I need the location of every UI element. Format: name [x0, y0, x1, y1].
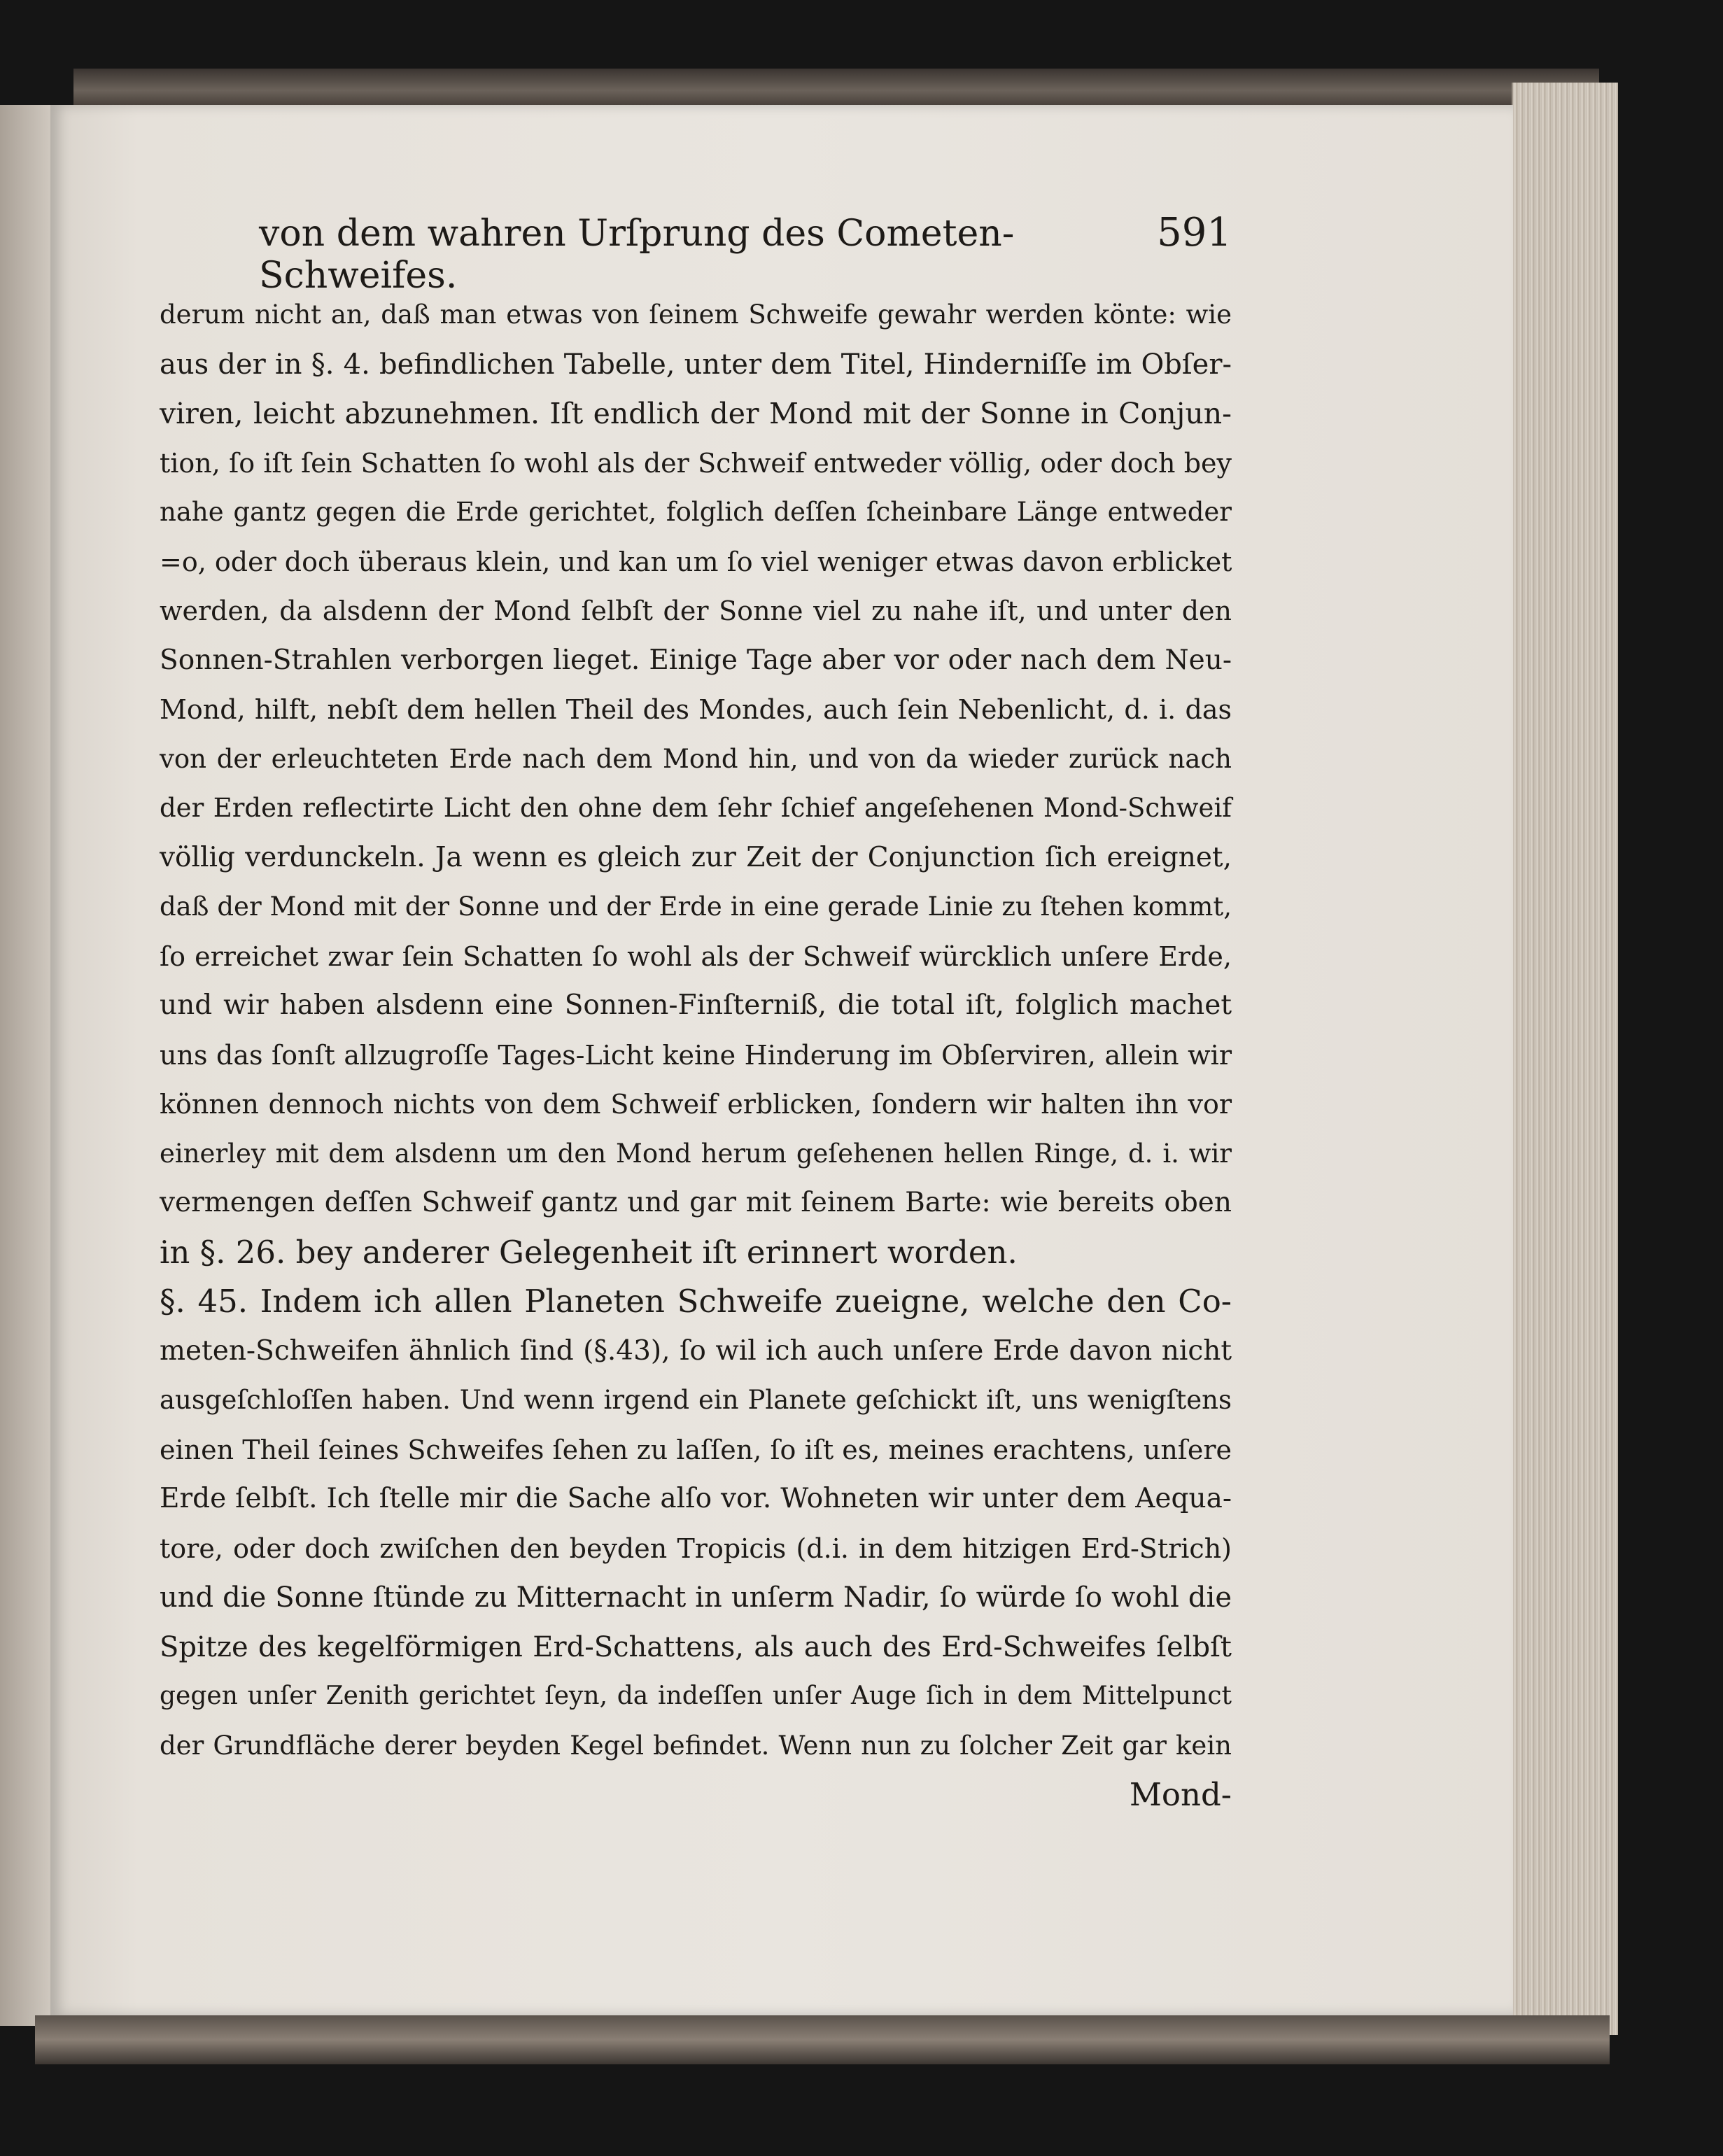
text-line: meten-Schweifen ähnlich ſind (§.43), ſo wil ich auch unſere Erde davon nicht	[160, 1334, 1232, 1367]
text-line: uns das ſonſt allzugroſſe Tages-Licht keine Hinderung im Obſerviren, allein wir	[160, 1039, 1232, 1071]
running-title: von dem wahren Urſprung des Cometen-Schweifes.	[259, 213, 1015, 297]
text-line: gegen unſer Zenith gerichtet ſeyn, da indeſſen unſer Auge ſich in dem Mittelpunct	[160, 1682, 1232, 1710]
text-line: daß der Mond mit der Sonne und der Erde in eine gerade Linie zu ſtehen kommt,	[160, 892, 1232, 922]
book-cover-top-edge	[73, 69, 1599, 105]
text-line: viren, leicht abzunehmen. Iſt endlich der Mond mit der Sonne in Conjun-	[160, 397, 1232, 430]
text-line: tore, oder doch zwiſchen den beyden Tropicis (d.i. in dem hitzigen Erd-Strich)	[160, 1533, 1232, 1564]
text-line: Erde ſelbſt. Ich ſtelle mir die Sache alſo vor. Wohneten wir unter dem Aequa-	[160, 1483, 1232, 1514]
text-line: von der erleuchteten Erde nach dem Mond hin, und von da wieder zurück nach	[160, 743, 1232, 774]
text-line: Sonnen-Strahlen verborgen lieget. Einige Tage aber vor oder nach dem Neu-	[160, 644, 1232, 676]
text-line: einerley mit dem alsdenn um den Mond herum geſehenen hellen Ringe, d. i. wir	[160, 1138, 1232, 1169]
paragraph-end-line: in §. 26. bey anderer Gelegenheit iſt erinnert worden.	[160, 1233, 1018, 1271]
text-line: aus der in §. 4. befindlichen Tabelle, unter dem Titel, Hinderniſſe im Obſer-	[160, 348, 1232, 381]
text-line: derum nicht an, daß man etwas von ſeinem Schweife gewahr werden könte: wie	[160, 300, 1232, 330]
text-line: =o, oder doch überaus klein, und kan um ſo viel weniger etwas davon erblicket	[160, 546, 1232, 577]
text-line: ausgeſchloſſen haben. Und wenn irgend ein Planete geſchickt iſt, uns wenigſtens	[160, 1385, 1232, 1415]
page-number: 591	[1157, 210, 1232, 255]
text-line: tion, ſo iſt ſein Schatten ſo wohl als der Schweif entweder völlig, oder doch bey	[160, 447, 1232, 479]
running-head	[259, 210, 1232, 297]
body-text	[160, 290, 1232, 1820]
text-line: ſo erreichet zwar ſein Schatten ſo wohl als der Schweif würcklich unſere Erde,	[160, 940, 1232, 972]
section-heading-line: §. 45. Indem ich allen Planeten Schweife zueigne, welche den Co-	[160, 1283, 1232, 1320]
text-line: einen Theil ſeines Schweifes ſehen zu laſſen, ſo iſt es, meines erachtens, unſere	[160, 1434, 1232, 1465]
text-line: vermengen deſſen Schweif gantz und gar mit ſeinem Barte: wie bereits oben	[160, 1187, 1232, 1218]
text-line: werden, da alsdenn der Mond ſelbſt der Sonne viel zu nahe iſt, und unter den	[160, 596, 1232, 626]
page-fore-edges	[1512, 83, 1618, 2035]
text-line: völlig verdunckeln. Ja wenn es gleich zur Zeit der Conjunction ſich ereignet,	[160, 841, 1232, 873]
text-line: Spitze des kegelförmigen Erd-Schattens, als auch des Erd-Schweifes ſelbſt	[160, 1630, 1232, 1663]
text-line: und wir haben alsdenn eine Sonnen-Finſterniß, die total iſt, folglich machet	[160, 989, 1232, 1021]
text-line: und die Sonne ſtünde zu Mitternacht in unſerm Nadir, ſo würde ſo wohl die	[160, 1581, 1232, 1614]
text-line: der Grundfläche derer beyden Kegel befindet. Wenn nun zu ſolcher Zeit gar kein	[160, 1730, 1232, 1761]
text-line: können dennoch nichts von dem Schweif erblicken, ſondern wir halten ihn vor	[160, 1089, 1232, 1120]
catchword: Mond-	[1129, 1776, 1232, 1813]
text-line: nahe gantz gegen die Erde gerichtet, folglich deſſen ſcheinbare Länge entweder	[160, 497, 1232, 527]
text-line: Mond, hilft, nebſt dem hellen Theil des Mondes, auch ſein Nebenlicht, d. i. das	[160, 694, 1232, 725]
text-line: der Erden reflectirte Licht den ohne dem ſehr ſchief angeſehenen Mond-Schweif	[160, 793, 1232, 823]
facing-page-edge	[0, 105, 52, 2026]
book-cover-bottom-edge	[35, 2015, 1610, 2064]
